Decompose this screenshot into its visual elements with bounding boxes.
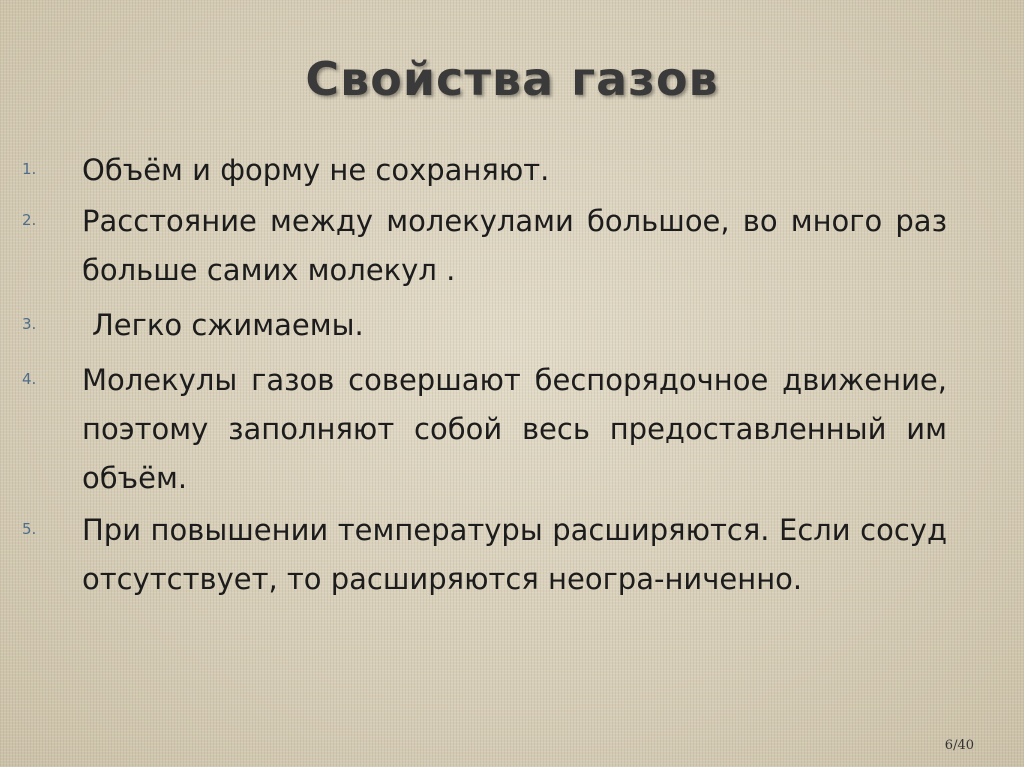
list-item [22,197,947,295]
item-text: Молекулы газов совершают беспорядочное движение, поэтому заполняют собой весь предоставленный им объём. [82,363,947,495]
item-number: 5. [22,520,37,538]
properties-list [22,146,947,604]
page-number: 6/40 [944,738,974,753]
item-number: 2. [22,211,37,229]
list-item [22,301,947,350]
item-text: Расстояние между молекулами большое, во много раз больше самих молекул . [82,204,947,287]
item-number: 1. [22,160,37,178]
item-number: 3. [22,315,37,333]
list-item [22,356,947,503]
item-text: Объём и форму не сохраняют. [82,153,550,187]
list-item [22,506,947,604]
item-number: 4. [22,370,37,388]
item-text: При повышении температуры расширяются. Если сосуд отсутствует, то расширяются неогра-ниченно. [82,513,947,596]
list-item [22,146,947,195]
item-text: Легко сжимаемы. [92,308,364,342]
slide-title: Свойства газов [305,52,719,106]
